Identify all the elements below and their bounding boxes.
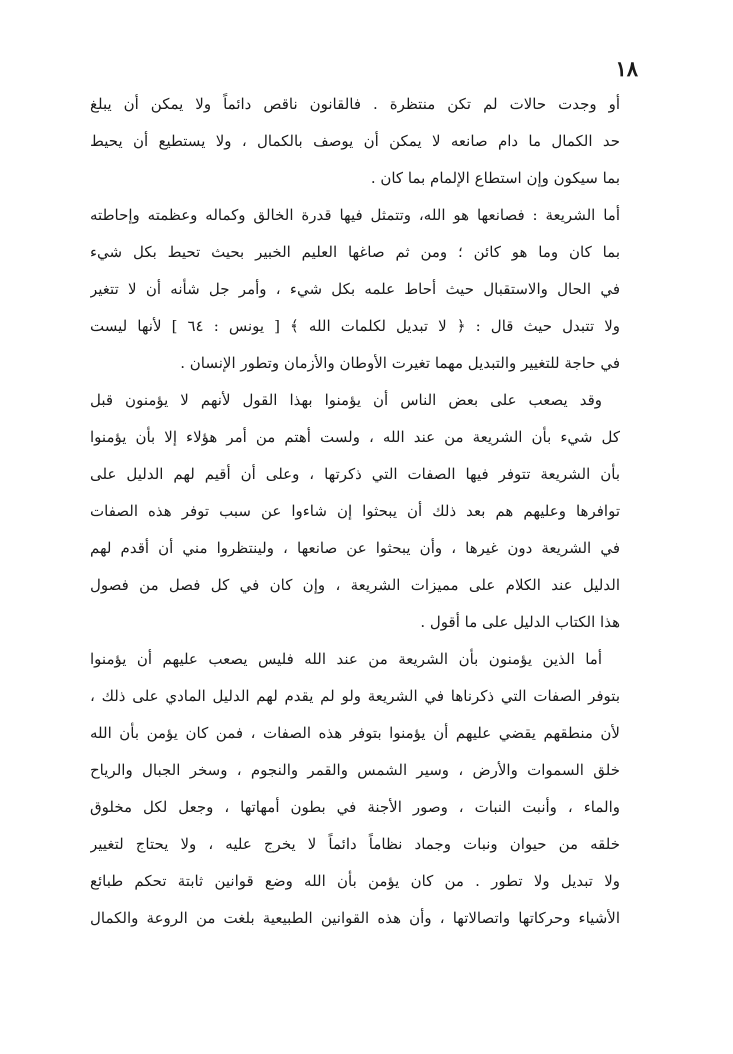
- text-line: والماء ، وأنبت النبات ، وصور الأجنة في بطون أمهاتها ، وجعل لكل مخلوق: [90, 798, 620, 816]
- body-text: [90, 86, 620, 937]
- text-line: بأن الشريعة تتوفر فيها الصفات التي ذكرتها ، وعلى أن أقيم لهم الدليل على: [90, 465, 620, 483]
- text-line: ولا تتبدل حيث قال : ﴿ لا تبديل لكلمات الله ﴾ [ يونس : ٦٤ ] لأنها ليست: [90, 317, 620, 335]
- page-number: ١٨: [615, 56, 638, 81]
- text-line: بما سيكون وإن استطاع الإلمام بما كان .: [370, 169, 620, 187]
- text-line: هذا الكتاب الدليل على ما أقول .: [420, 613, 620, 631]
- paragraph: [90, 641, 620, 937]
- text-line: الأشياء وحركاتها واتصالاتها ، وأن هذه القوانين الطبيعية بلغت من الروعة والكمال: [90, 909, 620, 927]
- text-line: خلق السموات والأرض ، وسير الشمس والقمر والنجوم ، وسخر الجبال والرياح: [90, 761, 620, 779]
- text-line: في الحال والاستقبال حيث أحاط علمه بكل شيء ، وأمر جل شأنه أن لا تتغير: [90, 280, 620, 298]
- text-line: أما الذين يؤمنون بأن الشريعة من عند الله فليس يصعب عليهم أن يؤمنوا: [90, 650, 602, 668]
- text-line: بما كان وما هو كائن ؛ ومن ثم صاغها العليم الخبير بحيث تحيط بكل شيء: [90, 243, 620, 261]
- text-line: توافرها وعليهم هم بعد ذلك أن يبحثوا إن شاءوا عن سبب توفر هذه الصفات: [90, 502, 620, 520]
- text-line: لأن منطقهم يقضي عليهم أن يؤمنوا بتوفر هذه الصفات ، فمن كان يؤمن بأن الله: [90, 724, 620, 742]
- text-line: في حاجة للتغيير والتبديل مهما تغيرت الأوطان والأزمان وتطور الإنسان .: [180, 354, 620, 372]
- text-line: حد الكمال ما دام صانعه لا يمكن أن يوصف بالكمال ، ولا يستطيع أن يحيط: [90, 132, 620, 150]
- text-line: الدليل عند الكلام على مميزات الشريعة ، وإن كان في كل فصل من فصول: [90, 576, 620, 594]
- text-line: في الشريعة دون غيرها ، وأن يبحثوا عن صانعها ، ولينتظروا مني أن أقدم لهم: [90, 539, 620, 557]
- text-line: وقد يصعب على بعض الناس أن يؤمنوا بهذا القول لأنهم لا يؤمنون قبل: [90, 391, 602, 409]
- paragraph: [90, 197, 620, 382]
- text-line: أو وجدت حالات لم تكن منتظرة . فالقانون ناقص دائماً ولا يمكن أن يبلغ: [90, 95, 620, 113]
- text-line: كل شيء بأن الشريعة من عند الله ، ولست أهتم من أمر هؤلاء إلا بأن يؤمنوا: [90, 428, 620, 446]
- text-line: خلقه من حيوان ونبات وجماد نظاماً دائماً لا يخرج عليه ، ولا يحتاج لتغيير: [90, 835, 620, 853]
- paragraph: [90, 86, 620, 197]
- text-line: أما الشريعة : فصانعها هو الله، وتتمثل فيها قدرة الخالق وكماله وعظمته وإحاطته: [90, 206, 620, 224]
- text-line: بتوفر الصفات التي ذكرناها في الشريعة ولو لم يقدم لهم الدليل المادي على ذلك ،: [90, 687, 620, 705]
- text-line: ولا تبديل ولا تطور . من كان يؤمن بأن الله وضع قوانين ثابتة تحكم طبائع: [90, 872, 620, 890]
- paragraph: [90, 382, 620, 641]
